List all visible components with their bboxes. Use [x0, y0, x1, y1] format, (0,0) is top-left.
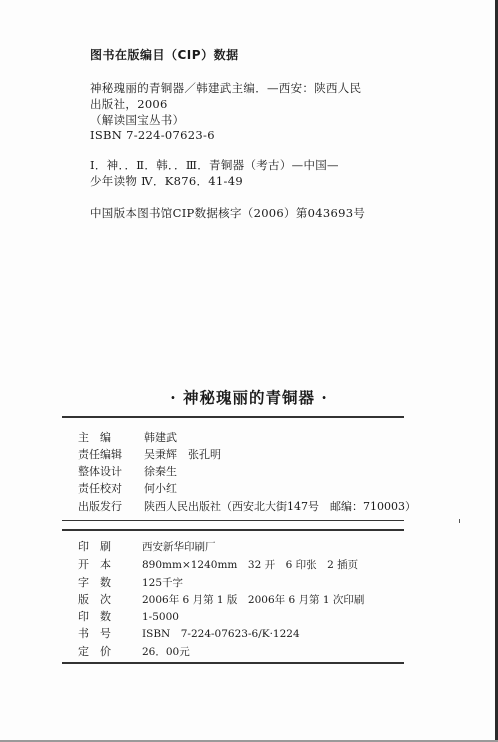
spec-value: 125千字 [142, 577, 184, 589]
cip-subject-line: Ⅰ．神．．Ⅱ．韩．．Ⅲ．青铜器（考古）—中国— [90, 158, 339, 172]
book-title: · 神秘瑰丽的青铜器 · [170, 388, 328, 407]
spec-row-price [78, 643, 190, 659]
credits-bottom-rule [62, 520, 404, 521]
credit-value: 何小红 [144, 482, 177, 495]
cip-record-number: 中国版本图书馆CIP数据核字（2006）第043693号 [90, 206, 366, 220]
specs-top-rule [62, 529, 404, 531]
spec-value: ISBN 7-224-07623-6/K·1224 [142, 628, 300, 640]
spec-value: 890mm×1240mm 32 开 6 印张 2 插页 [142, 559, 359, 571]
spec-label: 印刷 [78, 540, 122, 553]
credit-label: 出版发行 [78, 500, 122, 513]
spec-row-edition [78, 591, 364, 607]
cip-title-line: 神秘瑰丽的青铜器／韩建武主编．—西安：陕西人民 [90, 81, 362, 95]
spec-value: 1-5000 [142, 611, 179, 623]
spec-label: 定价 [78, 645, 122, 658]
spec-label: 开本 [78, 558, 122, 571]
credit-row-responsible-editor [78, 446, 221, 462]
spec-row-print-run [78, 608, 179, 624]
cip-header: 图书在版编目（CIP）数据 [90, 48, 239, 62]
credit-value: 吴秉辉 张孔明 [144, 448, 221, 461]
cip-publisher-line: 出版社，2006 [90, 97, 168, 111]
credits-top-rule [62, 416, 404, 418]
credit-label: 责任校对 [78, 482, 122, 495]
spec-value: 2006年 6 月第 1 版 2006年 6 月第 1 次印刷 [142, 594, 365, 606]
credit-row-design [78, 463, 177, 479]
cip-series-line: （解读国宝丛书） [90, 113, 185, 127]
spec-value: 26．00元 [142, 646, 190, 658]
spec-row-format [78, 556, 358, 572]
specs-bottom-rule [62, 662, 404, 664]
credit-value: 徐秦生 [144, 465, 177, 478]
credit-row-proofreader [78, 480, 177, 496]
credit-value: 韩建武 [144, 431, 177, 444]
spec-label: 印数 [78, 610, 122, 623]
credit-label: 主 编 [78, 431, 111, 444]
credit-label: 整体设计 [78, 465, 122, 478]
print-mark [459, 519, 460, 523]
spec-row-printer [78, 538, 216, 554]
spec-row-book-number [78, 625, 300, 641]
credit-row-publisher [78, 498, 416, 514]
spec-label: 版次 [78, 593, 122, 606]
credit-value: 陕西人民出版社（西安北大街147号 邮编：710003） [144, 500, 416, 513]
credit-label: 责任编辑 [78, 448, 122, 461]
spec-row-word-count [78, 574, 183, 590]
cip-isbn-line: ISBN 7-224-07623-6 [90, 128, 215, 142]
spec-value: 西安新华印刷厂 [142, 541, 216, 553]
spec-label: 书号 [78, 627, 122, 640]
cip-class-line: 少年读物 Ⅳ．K876．41-49 [90, 174, 243, 188]
credit-row-editor [78, 429, 177, 445]
spec-label: 字数 [78, 576, 122, 589]
